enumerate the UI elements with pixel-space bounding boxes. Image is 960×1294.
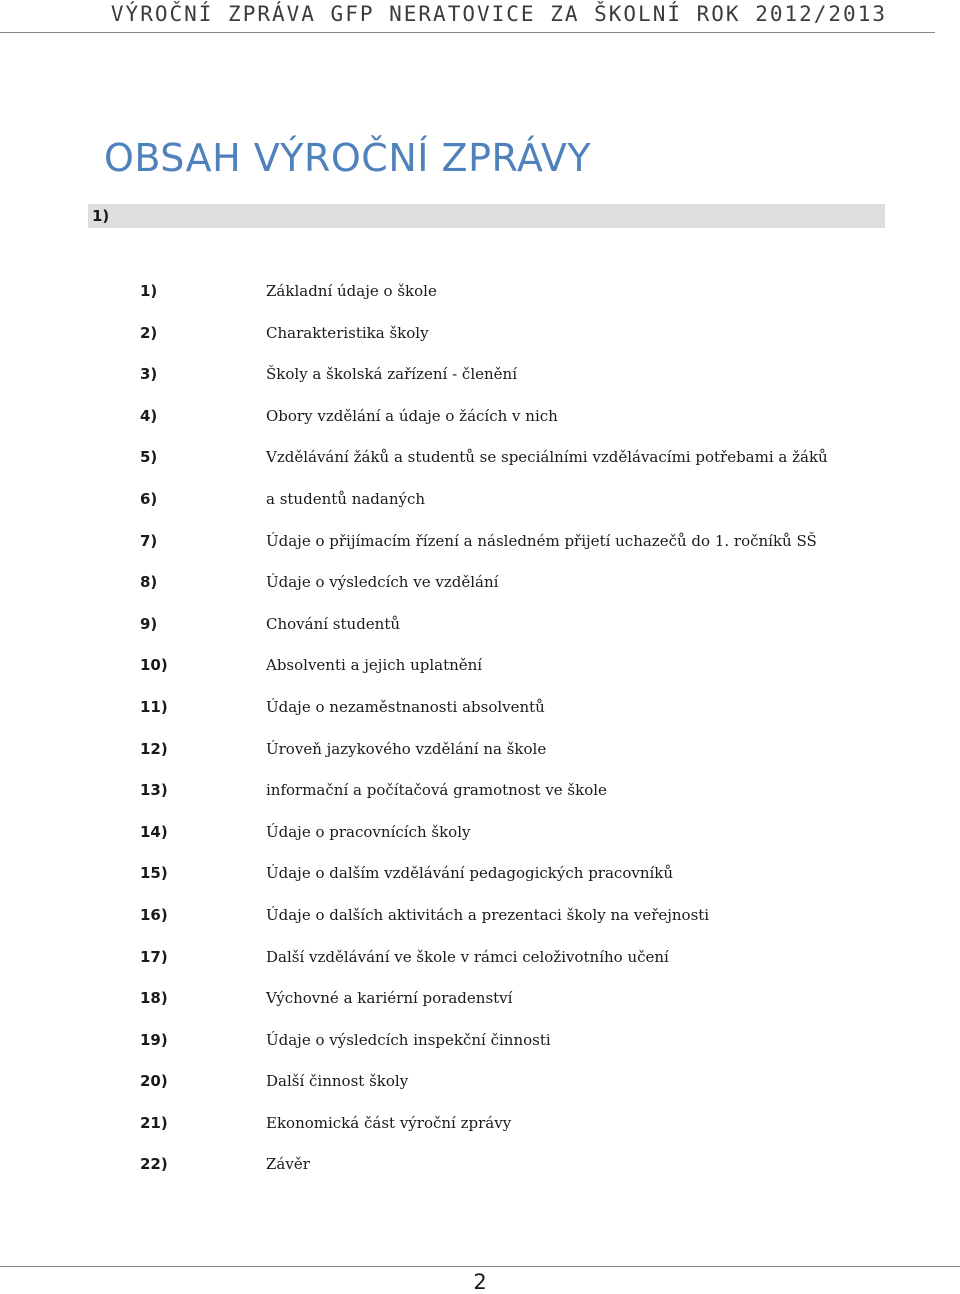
toc-entry[interactable]	[140, 948, 900, 990]
toc-entry-number: 21)	[140, 1113, 168, 1132]
toc-entry-title: Vzdělávání žáků a studentů se speciálními vzdělávacími potřebami a žáků	[266, 448, 828, 467]
toc-entry[interactable]	[140, 823, 900, 865]
toc-entry-title: Údaje o nezaměstnanosti absolventů	[266, 697, 545, 716]
toc-entry[interactable]	[140, 532, 900, 574]
toc-entry-title: Úroveň jazykového vzdělání na škole	[266, 739, 547, 758]
toc-entry-number: 6)	[140, 489, 158, 508]
toc-entry-number: 13)	[140, 781, 168, 800]
table-of-contents	[140, 282, 900, 1197]
toc-entry-number: 15)	[140, 864, 168, 883]
toc-entry[interactable]	[140, 407, 900, 449]
toc-entry-number: 19)	[140, 1030, 168, 1049]
toc-entry-title: Základní údaje o škole	[266, 282, 437, 300]
toc-entry-title: Další vzdělávání ve škole v rámci celoživotního učení	[266, 947, 669, 966]
toc-entry[interactable]	[140, 656, 900, 698]
toc-entry-number: 11)	[140, 697, 168, 716]
toc-entry-number: 8)	[140, 573, 158, 592]
toc-entry[interactable]	[140, 573, 900, 615]
toc-entry-number: 16)	[140, 905, 168, 924]
toc-entry-title: Výchovné a kariérní poradenství	[266, 989, 513, 1008]
toc-heading-bar	[88, 204, 885, 228]
toc-entry-title: Chování studentů	[266, 614, 401, 633]
toc-entry[interactable]	[140, 740, 900, 782]
toc-entry[interactable]	[140, 324, 900, 366]
footer-divider	[0, 1266, 960, 1267]
toc-entry[interactable]	[140, 1031, 900, 1073]
running-header-title: VÝROČNÍ ZPRÁVA GFP NERATOVICE ZA ŠKOLNÍ ROK 2012/2013	[110, 2, 887, 26]
toc-entry[interactable]	[140, 906, 900, 948]
toc-entry-title: Údaje o výsledcích inspekční činnosti	[266, 1030, 551, 1049]
toc-entry-number: 20)	[140, 1072, 168, 1091]
toc-entry[interactable]	[140, 1155, 900, 1197]
toc-entry-title: Charakteristika školy	[266, 323, 429, 342]
toc-entry-title: Obory vzdělání a údaje o žácích v nich	[266, 406, 558, 425]
toc-entry-title: Absolventi a jejich uplatnění	[266, 656, 483, 675]
toc-entry-title: Ekonomická část výroční zprávy	[266, 1113, 512, 1132]
toc-entry-number: 3)	[140, 365, 158, 384]
toc-entry[interactable]	[140, 1072, 900, 1114]
toc-entry-title: a studentů nadaných	[266, 489, 426, 508]
toc-entry-title: Údaje o pracovnících školy	[266, 822, 471, 841]
running-header	[0, 0, 935, 33]
toc-entry-number: 9)	[140, 614, 158, 633]
toc-entry-number: 12)	[140, 739, 168, 758]
toc-entry-number: 22)	[140, 1155, 168, 1174]
toc-entry[interactable]	[140, 698, 900, 740]
toc-heading-label: 1)	[92, 207, 110, 225]
toc-entry-number: 5)	[140, 448, 158, 467]
toc-entry[interactable]	[140, 282, 900, 324]
page-title: OBSAH VÝROČNÍ ZPRÁVY	[104, 136, 592, 180]
toc-entry-number: 1)	[140, 282, 158, 300]
toc-entry[interactable]	[140, 448, 900, 490]
toc-entry-number: 2)	[140, 323, 158, 342]
toc-entry-title: Školy a školská zařízení - členění	[266, 365, 517, 384]
toc-entry[interactable]	[140, 1114, 900, 1156]
toc-entry-number: 14)	[140, 822, 168, 841]
toc-entry-number: 18)	[140, 989, 168, 1008]
toc-entry[interactable]	[140, 781, 900, 823]
toc-entry[interactable]	[140, 989, 900, 1031]
page-number: 2	[473, 1270, 487, 1294]
toc-entry-title: Závěr	[266, 1155, 310, 1174]
toc-entry-title: Údaje o přijímacím řízení a následném přijetí uchazečů do 1. ročníků SŠ	[266, 531, 817, 550]
toc-entry[interactable]	[140, 864, 900, 906]
toc-entry[interactable]	[140, 615, 900, 657]
toc-entry-number: 4)	[140, 406, 158, 425]
toc-entry-title: Údaje o dalších aktivitách a prezentaci školy na veřejnosti	[266, 905, 710, 924]
toc-entry-number: 7)	[140, 531, 158, 550]
toc-entry-number: 17)	[140, 947, 168, 966]
toc-entry-title: Další činnost školy	[266, 1072, 409, 1091]
toc-entry[interactable]	[140, 365, 900, 407]
toc-entry-number: 10)	[140, 656, 168, 675]
toc-entry-title: Údaje o výsledcích ve vzdělání	[266, 573, 499, 592]
toc-entry[interactable]	[140, 490, 900, 532]
toc-entry-title: Údaje o dalším vzdělávání pedagogických pracovníků	[266, 864, 674, 883]
toc-entry-title: informační a počítačová gramotnost ve škole	[266, 781, 607, 800]
